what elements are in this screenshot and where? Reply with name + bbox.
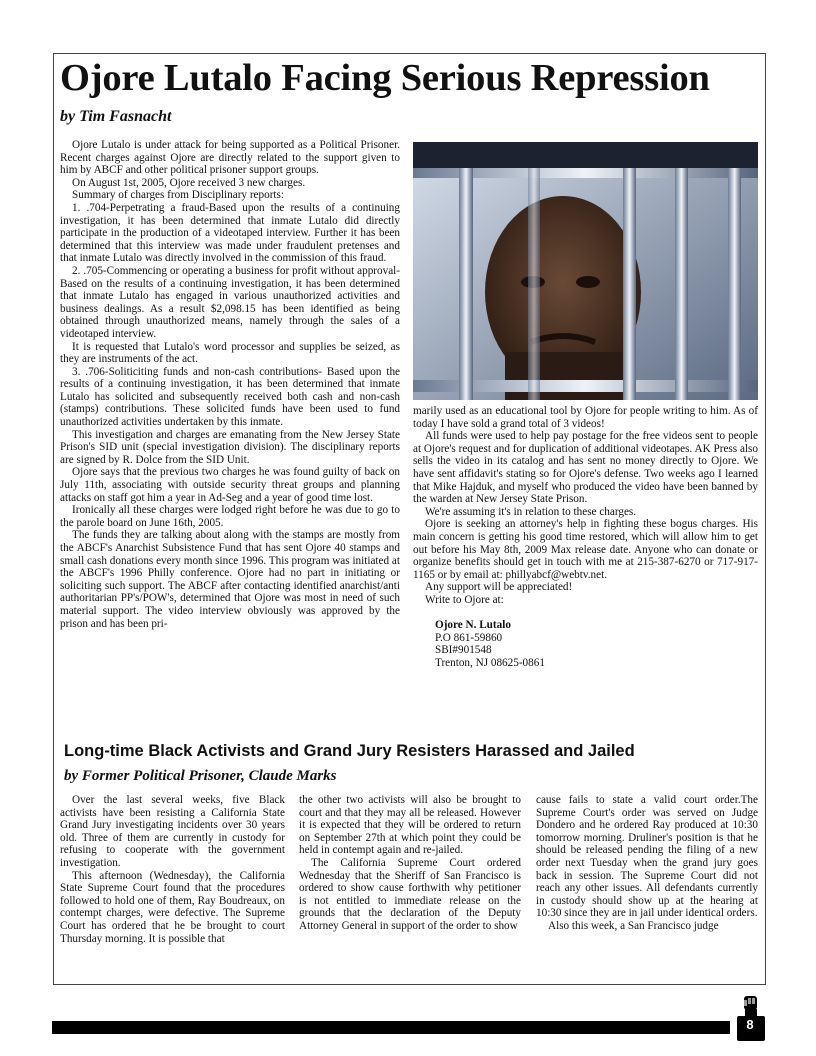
paragraph: Ironically all these charges were lodged right before he was due to go to the parole board on June 16th, 2005. [60,504,400,529]
page-headline: Ojore Lutalo Facing Serious Repression [60,57,710,99]
paragraph: the other two activists will also be brought to court and that they may all be released. However it is expected that they will be ordered to return on September 27th at which point they could be held in contempt again and re-jailed. [299,794,521,857]
paragraph: We're assuming it's in relation to these charges. [425,505,637,518]
paragraph: It is requested that Lutalo's word processor and supplies be seized, as they are instruments of the act. [60,340,400,366]
prisoner-behind-bars-image [413,142,758,400]
paragraph: Summary of charges from Disciplinary reports: [72,189,284,202]
address-line: SBI#901548 [435,644,492,657]
paragraph: Any support will be appreciated! [425,581,573,594]
paragraph: Ojore says that the previous two charges he was found guilty of back on July 11th, associating with outside security threat groups and planning attacks on staff got him a year in Ad-Seg and a year of good time lost. [60,466,400,504]
paragraph: 2. .705-Commencing or operating a business for profit without approval- Based on the results of a continuing investigation, it has been determined that inmate Lutalo has engaged in various unauthorized activities and business dealings. As a result $2,098.15 has been identified as being obtained through unauthorized means, namely through the sales of a videotaped interview. [60,264,400,340]
page-number: 8 [741,1016,759,1034]
paragraph: Over the last several weeks, five Black activists have been resisting a California State Grand Jury investigating incidents over 30 years old. Three of them are currently in custody for refusing to cooperate with the government investigation. [60,794,285,869]
paragraph: This afternoon (Wednesday), the California State Supreme Court found that the procedures followed to hold one of them, Ray Boudreaux, on contempt charges, were defective. The Supreme Court has ordered that he be brought to court Thursday morning. It is possible that [60,869,285,945]
byline: by Tim Fasnacht [60,108,172,125]
paragraph: cause fails to state a valid court order.The Supreme Court's order was served on Judge Dondero and he ordered Ray produced at 10:30 tomorrow morning. Druliner's position is that he should be released pending the filing of a new order next Tuesday when the grand jury goes back in session. The Supreme Court did not reach any other issues. All defendants currently in custody should show up at the hearing at 10:30 since they are in jail under identical orders. [536,794,758,920]
paragraph: Ojore is seeking an attorney's help in fighting these bogus charges. His main concern is getting his good time restored, which will allow him to get out before his May 8th, 2009 Max release date. Anyone who can donate or organize benefits should get in touch with me at 215-387-6270 or 717-917-1165 or by email at: phillyabcf@webtv.net. [413,518,758,581]
article1-column-1 [60,139,400,630]
article2-headline: Long-time Black Activists and Grand Jury Resisters Harassed and Jailed [64,742,635,760]
prisoner-photo [413,142,758,400]
paragraph: 3. .706-Soliticiting funds and non-cash contributions- Based upon the results of a continuing investigation, it has been determined that inmate Lutalo has solicited and subsequently received both cash and non-cash (stamps) contributions. These solicited funds have been used to fund unauthorized activities undertaken by this inmate. [60,365,400,429]
paragraph: Ojore Lutalo is under attack for being supported as a Political Prisoner. Recent charges against Ojore are directly related to the support given to him by ABCF and other political prisoner support groups. [60,139,400,177]
article2-column-3 [536,794,758,933]
article2-column-2 [299,794,521,933]
paragraph: Also this week, a San Francisco judge [548,919,719,932]
article1-column-2 [413,405,758,669]
address-line: Trenton, NJ 08625-0861 [435,656,545,669]
address-name: Ojore N. Lutalo [435,619,511,632]
footer-bar [52,1021,730,1034]
article2-column-1 [60,794,285,945]
paragraph: This investigation and charges are emanating from the New Jersey State Prison's SID unit (special investigation division). The disciplinary reports are signed by R. Dolce from the SID Unit. [60,428,400,466]
paragraph: On August 1st, 2005, Ojore received 3 new charges. [72,176,306,189]
paragraph: 1. .704-Perpetrating a fraud-Based upon the results of a continuing investigation, it has been determined that inmate Lutalo did directly participate in the production of a videotaped interview. Further it has been determined that this interview was made under fraudulent pretenses and that inmate Lutalo was directly involved in the commission of this fraud. [60,201,400,265]
article2-byline: by Former Political Prisoner, Claude Marks [64,768,337,784]
address-line: P.O 861-59860 [435,631,503,644]
paragraph: marily used as an educational tool by Ojore for people writing to him. As of today I have sold a grand total of 3 videos! [413,405,758,430]
mailing-address [413,607,758,670]
paragraph: The California Supreme Court ordered Wednesday that the Sheriff of San Francisco is ordered to show cause forthwith why petitioner is not entitled to immediate release on the grounds that the declaration of the Deputy Attorney General in support of the order to show [299,856,521,932]
paragraph: Write to Ojore at: [425,593,504,606]
paragraph: All funds were used to help pay postage for the free videos sent to people at Ojore's request and for duplication of additional videotapes. AK Press also sells the video in its catalog and has sent no money directly to Ojore. We have sent affidavit's stating so for Ojore's defense. Two weeks ago I learned that Mike Hajduk, and myself who produced the video have been banned by the warden at New Jersey State Prison. [413,430,758,506]
paragraph: The funds they are talking about along with the stamps are mostly from the ABCF's Anarchist Subsistence Fund that has sent Ojore 40 stamps and small cash donations every month since 1996. This program was initiated at the ABCF's 1996 Philly conference. Ojore had no part in initiating or soliciting such support. The ABCF after contacting identified anarchist/anti authoritarian PP's/POW's, determined that Ojore was most in need of such material support. The video interview obviously was approved by the prison and has been pri- [60,529,400,630]
